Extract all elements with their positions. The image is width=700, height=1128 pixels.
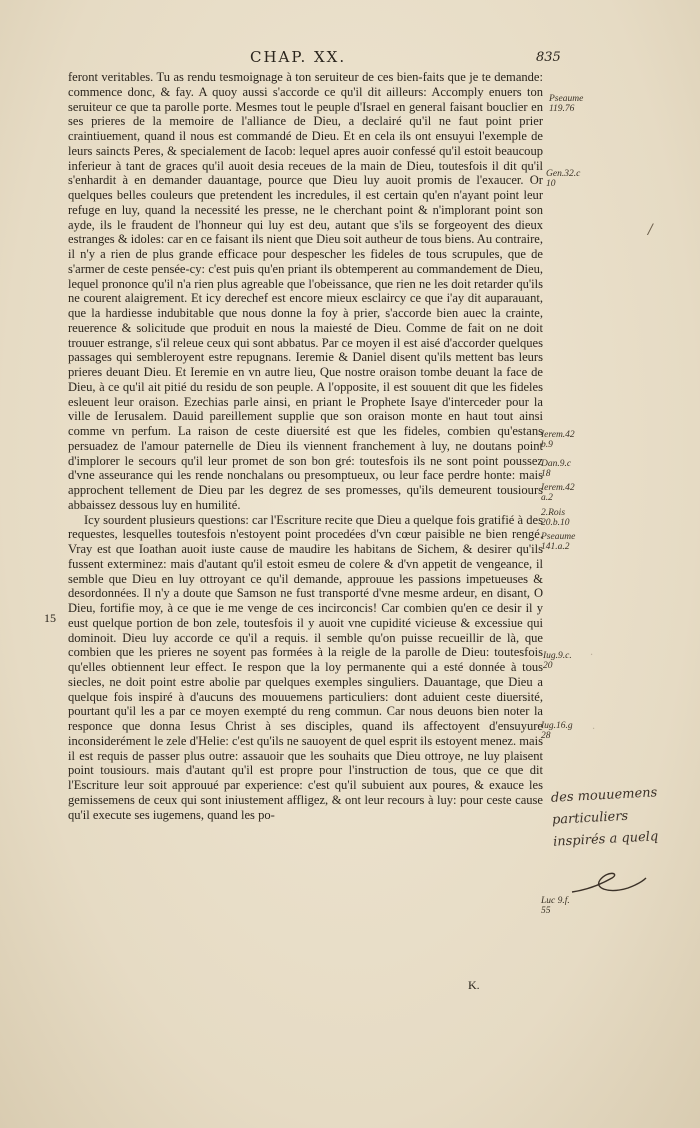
- paragraph-1: feront veritables. Tu as rendu tesmoignage à ton seruiteur de ces bien-faits que je te demande: commence donc, & fay. A quoy aussi s'accorde ce qu'il dit ailleurs: Accomply enuers ton seruiteur ce que ta parolle porte. Mesmes tout le peuple d'Israel en general faisant bouclier en ses prieres de la memoire de l'alliance de Dieu, a declairé qu'il ne faut point prier craintiuement, quand il nous est commandé de Dieu. Et en cela ils ont ensuyui l'exemple de leurs saincts Peres, & specialement de Iacob: lequel apres auoir confessé qu'il estoit beaucoup inferieur à tant de graces qu'il auoit desia receues de la main de Dieu, toutesfois il dit qu'il s'enhardit à en demander dauantage, pource que Dieu luy auoit promis de l'exaucer. Or quelques belles couleurs que pretendent les incredules, il est certain qu'en n'ayant point leur refuge en luy, quand la necessité les presse, ne le cherchant point & n'implorant point son ayde, ils le fraudent de l'honneur qui luy est deu, autant que s'ils se forgeoyent des dieux estranges & idoles: car en ce faisant ils nient que Dieu soit autheur de tous biens. Au contraire, il n'y a rien de plus grande efficace pour despescher les fideles de tous scrupules, que de s'armer de ceste pensée-cy: c'est puis qu'en priant ils obtemperent au commandement de Dieu, lequel prononce qu'il n'a rien plus agreable que l'obeissance, que rien ne les doit retarder qu'ils ne courent alaigrement. Et icy derechef est encore mieux esclaircy ce que i'ay dit auparauant, que la hardiesse indubitable que nous donne la foy à prier, s'accorde bien auec la crainte, reuerence & solicitude que produit en nous la maiesté de Dieu. Comme de fait on ne doit trouuer estrange, s'il releue ceux qui sont abbatus. Par ce moyen il est aisé d'accorder quelques passages qui sembleroyent estre repugnans. Ieremie & Daniel disent qu'ils mettent bas leurs prieres deuant Dieu. Et Ieremie en vn autre lieu, Que nostre oraison tombe deuant la face de Dieu, à ce qu'il ait pitié du residu de son peuple. A l'opposite, il est souuent dit que les fideles esleuent leur oraison. Ezechias parle ainsi, en priant le Prophete Isaye d'interceder pour la ville de Ierusalem. Dauid pareillement supplie que son oraison monte en haut tout ainsi comme vn perfum. La raison de ceste diuersité est que les fideles, combien qu'estans persuadez de l'amour paternelle de Dieu ils viennent franchement à luy, ne doutans point d'implorer le secours qu'il leur promet de son bon gré: toutesfois ils ne sont point poussez d'vne asseurance qui les rende nonchalans ou presomptueux, ou leur face perdre honte: mais approchent tellement de Dieu par les degrez de ses promesses, qu'ils demeurent tousiours abbaissez dessous luy en humilité.: [68, 70, 543, 512]
- margin-note-dan-9: Dan.9.c 18: [541, 459, 572, 479]
- bleed-through-mark: ·: [592, 724, 596, 735]
- bleed-through-mark: ·: [590, 650, 594, 661]
- margin-note-luke-9: Luc 9.f. 55: [541, 896, 570, 916]
- page-header: [0, 48, 700, 72]
- margin-note-jer-42-b: Ierem.42 b.9: [541, 430, 575, 450]
- handwritten-annotation: [550, 782, 660, 853]
- margin-note-psalm-119: Pseaume 119.76: [549, 94, 584, 114]
- margin-note-jer-42-a: Ierem.42 a.2: [541, 483, 575, 503]
- margin-note-judges-9: Iug.9.c. 20: [543, 651, 572, 671]
- main-text-block: [68, 70, 543, 822]
- margin-note-2-kings-20: 2.Rois 20.b.10: [541, 508, 570, 528]
- handwritten-line: des mouuemens: [550, 785, 658, 806]
- catchword: K.: [468, 978, 480, 992]
- stray-ink-mark: /: [648, 222, 653, 238]
- handwritten-line: particuliers: [551, 808, 629, 828]
- handwritten-line: inspirés a quelq: [552, 829, 659, 850]
- section-number: 15: [44, 611, 56, 625]
- ink-flourish-icon: [568, 860, 648, 900]
- margin-note-gen-32: Gen.32.c 10: [546, 169, 581, 189]
- margin-note-judges-16: Iug.16.g 28: [541, 721, 573, 741]
- page-number: 835: [536, 50, 561, 65]
- running-head: CHAP. XX.: [250, 48, 347, 66]
- paragraph-2: Icy sourdent plusieurs questions: car l'Escriture recite que Dieu a quelque fois gratifié à des requestes, lesquelles toutesfois n'estoyent point procedées d'vn cœur paisible ne bien rengé. Vray est que Ioathan auoit iuste cause de maudire les habitans de Sichem, & desirer qu'ils fussent exterminez: mais d'autant qu'il estoit esmeu de colere & d'vn appetit de vengeance, il semble que Dieu en luy ottroyant ce qu'il demande, approuue les passions impetueuses & desordonnées. Il n'y a doute que Samson ne fust transporté d'vne mesme ardeur, en disant, O Dieu, fortifie moy, à ce que ie me venge de ces incirconcis! Car combien qu'en ce desir il y eust quelque portion de bon zele, toutesfois il y auoit vne cupidité vicieuse & excessiue qui dominoit. Dieu luy accorde ce qu'il a requis. il semble qu'on puisse recueillir de là, que combien que les prieres ne soyent pas formées à la reigle de la parolle de Dieu: toutesfois qu'elles obtiennent leur effect. Ie respon que la loy permanente qui a esté donnée à tous siecles, ne doit point estre abolie par quelques exemples singuliers. Dauantage, que Dieu a quelque fois inspiré à d'aucuns des mouuemens particuliers: dont aduient ceste diuersité, pourtant qu'il les a par ce moyen exempté du reng commun. Car nous deuons bien noter la responce que donna Iesus Christ à ses disciples, quand ils affectoyent d'ensuyure inconsiderément le zele d'Helie: c'est qu'ils ne sauoyent de quel esprit ils estoyent menez. mais il est requis de passer plus outre: assauoir que les souhaits que Dieu ottroye, ne luy plaisent point tousiours. mais d'autant qu'il est propre pour l'instruction de tous, que ce que dit l'Escriture leur soit approuué par experience: c'est qu'il subuient aux poures, & exauce les gemissemens de ceux qui sont iniustement affligez, & ont leur recours à luy: pour ceste cause qu'il execute ses iugemens, quand les po-: [68, 512, 543, 822]
- margin-note-psalm-141: Pseaume 141.a.2: [541, 532, 576, 552]
